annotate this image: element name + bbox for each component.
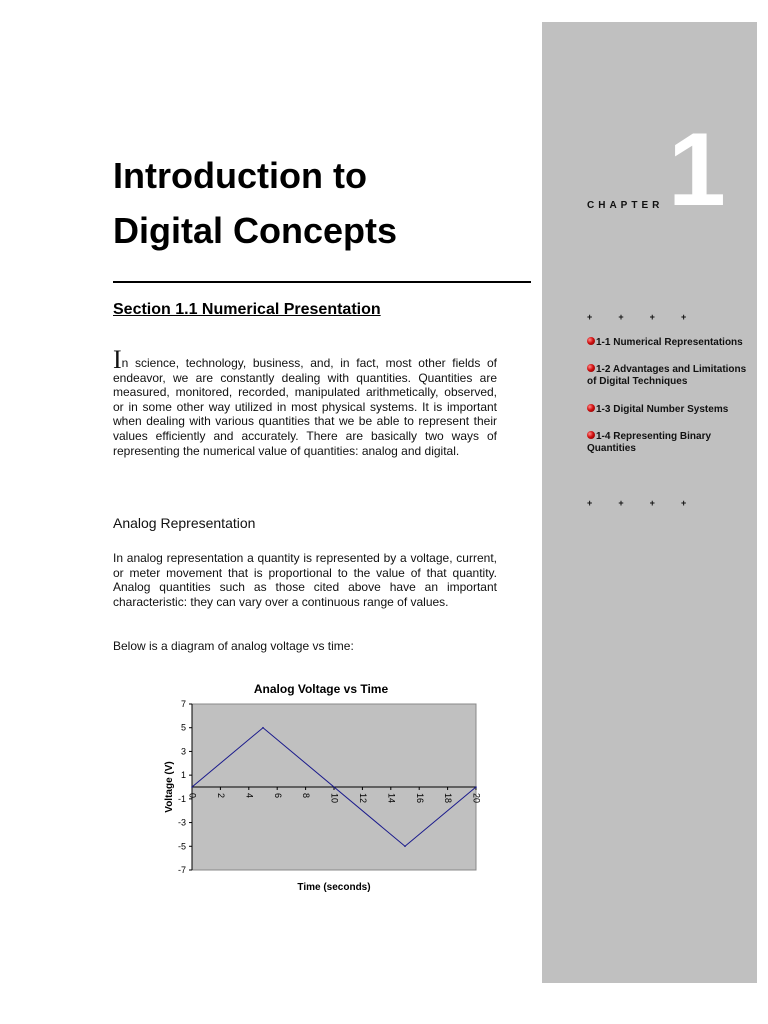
plus-mark: +	[618, 312, 624, 322]
chapter-title	[113, 148, 533, 258]
intro-paragraph	[113, 345, 497, 458]
voltage-point	[262, 727, 264, 729]
analog-paragraph: In analog representation a quantity is represented by a voltage, current, or meter movement that is proportional to the value of that quantity. Analog quantities such as those cited above have an important characteristic: they can vary over a continuous range of values.	[113, 551, 497, 609]
decorative-plus-row-bottom	[587, 498, 707, 508]
chapter-number: 1	[668, 112, 726, 228]
plus-mark: +	[649, 312, 655, 322]
toc-item-label: 1-1 Numerical Representations	[596, 337, 743, 348]
x-tick-label: 0	[187, 793, 198, 799]
chapter-label: CHAPTER	[587, 200, 664, 211]
plus-mark: +	[649, 498, 655, 508]
red-bullet-icon	[587, 431, 595, 439]
y-tick-label: -3	[177, 817, 186, 828]
x-tick-label: 2	[216, 793, 227, 799]
toc-item-label: 1-4 Representing Binary Quantities	[587, 431, 712, 454]
x-tick-label: 20	[471, 793, 482, 804]
toc-item-1-3[interactable]	[587, 404, 752, 416]
plus-mark: +	[587, 312, 593, 322]
toc-item-1-4[interactable]	[587, 431, 752, 455]
y-tick-label: 3	[180, 746, 186, 757]
x-tick-label: 12	[358, 793, 369, 804]
red-bullet-icon	[587, 404, 595, 412]
toc-item-1-1[interactable]	[587, 337, 752, 349]
x-tick-label: 4	[244, 793, 255, 799]
toc-item-label: 1-2 Advantages and Limitations of Digital Techniques	[587, 364, 747, 387]
diagram-intro: Below is a diagram of analog voltage vs time:	[113, 639, 354, 653]
y-tick-label: -5	[177, 841, 186, 852]
plus-mark: +	[680, 498, 687, 508]
y-tick-label: 1	[180, 770, 186, 781]
chart-title: Analog Voltage vs Time	[253, 682, 389, 696]
chapter-title-line-1: Introduction to	[113, 155, 367, 196]
plus-mark: +	[618, 498, 624, 508]
x-axis-label: Time (seconds)	[297, 882, 371, 893]
y-tick-label: 5	[180, 722, 186, 733]
drop-cap: I	[113, 345, 122, 374]
toc-item-1-2[interactable]	[587, 364, 752, 388]
voltage-point	[191, 786, 193, 788]
x-tick-label: 14	[386, 793, 397, 804]
voltage-point	[404, 845, 406, 847]
toc-item-label: 1-3 Digital Number Systems	[596, 404, 729, 415]
chapter-title-line-2: Digital Concepts	[113, 210, 398, 251]
analog-voltage-chart	[160, 676, 490, 906]
chapter-toc	[587, 337, 752, 470]
intro-text: n science, technology, business, and, in fact, most other fields of endeavor, we are constantly dealing with quantities. Quantities are measured, monitored, recorded, manipulated arithmetically, observed, or in some other way utilized in most physical systems. It is important when dealing with various quantities that we be able to represent their values efficiently and accurately. There are basically two ways of representing the numerical value of quantities: analog and digital.	[113, 356, 497, 458]
x-tick-label: 8	[301, 793, 312, 799]
x-tick-label: 18	[443, 793, 454, 804]
y-axis-ticks	[178, 699, 192, 875]
y-tick-label: -1	[177, 793, 186, 804]
x-tick-label: 16	[414, 793, 425, 804]
plus-mark: +	[680, 312, 687, 322]
x-tick-label: 10	[329, 793, 340, 804]
x-tick-label: 6	[272, 793, 283, 799]
analog-heading: Analog Representation	[113, 515, 256, 531]
red-bullet-icon	[587, 337, 595, 345]
red-bullet-icon	[587, 364, 595, 372]
y-axis-label: Voltage (V)	[164, 761, 175, 813]
y-tick-label: 7	[180, 699, 186, 709]
voltage-point	[475, 786, 477, 788]
decorative-plus-row-top	[587, 312, 707, 322]
plus-mark: +	[587, 498, 593, 508]
y-tick-label: -7	[177, 865, 186, 875]
section-heading: Section 1.1 Numerical Presentation	[113, 301, 381, 318]
title-rule	[113, 281, 531, 283]
